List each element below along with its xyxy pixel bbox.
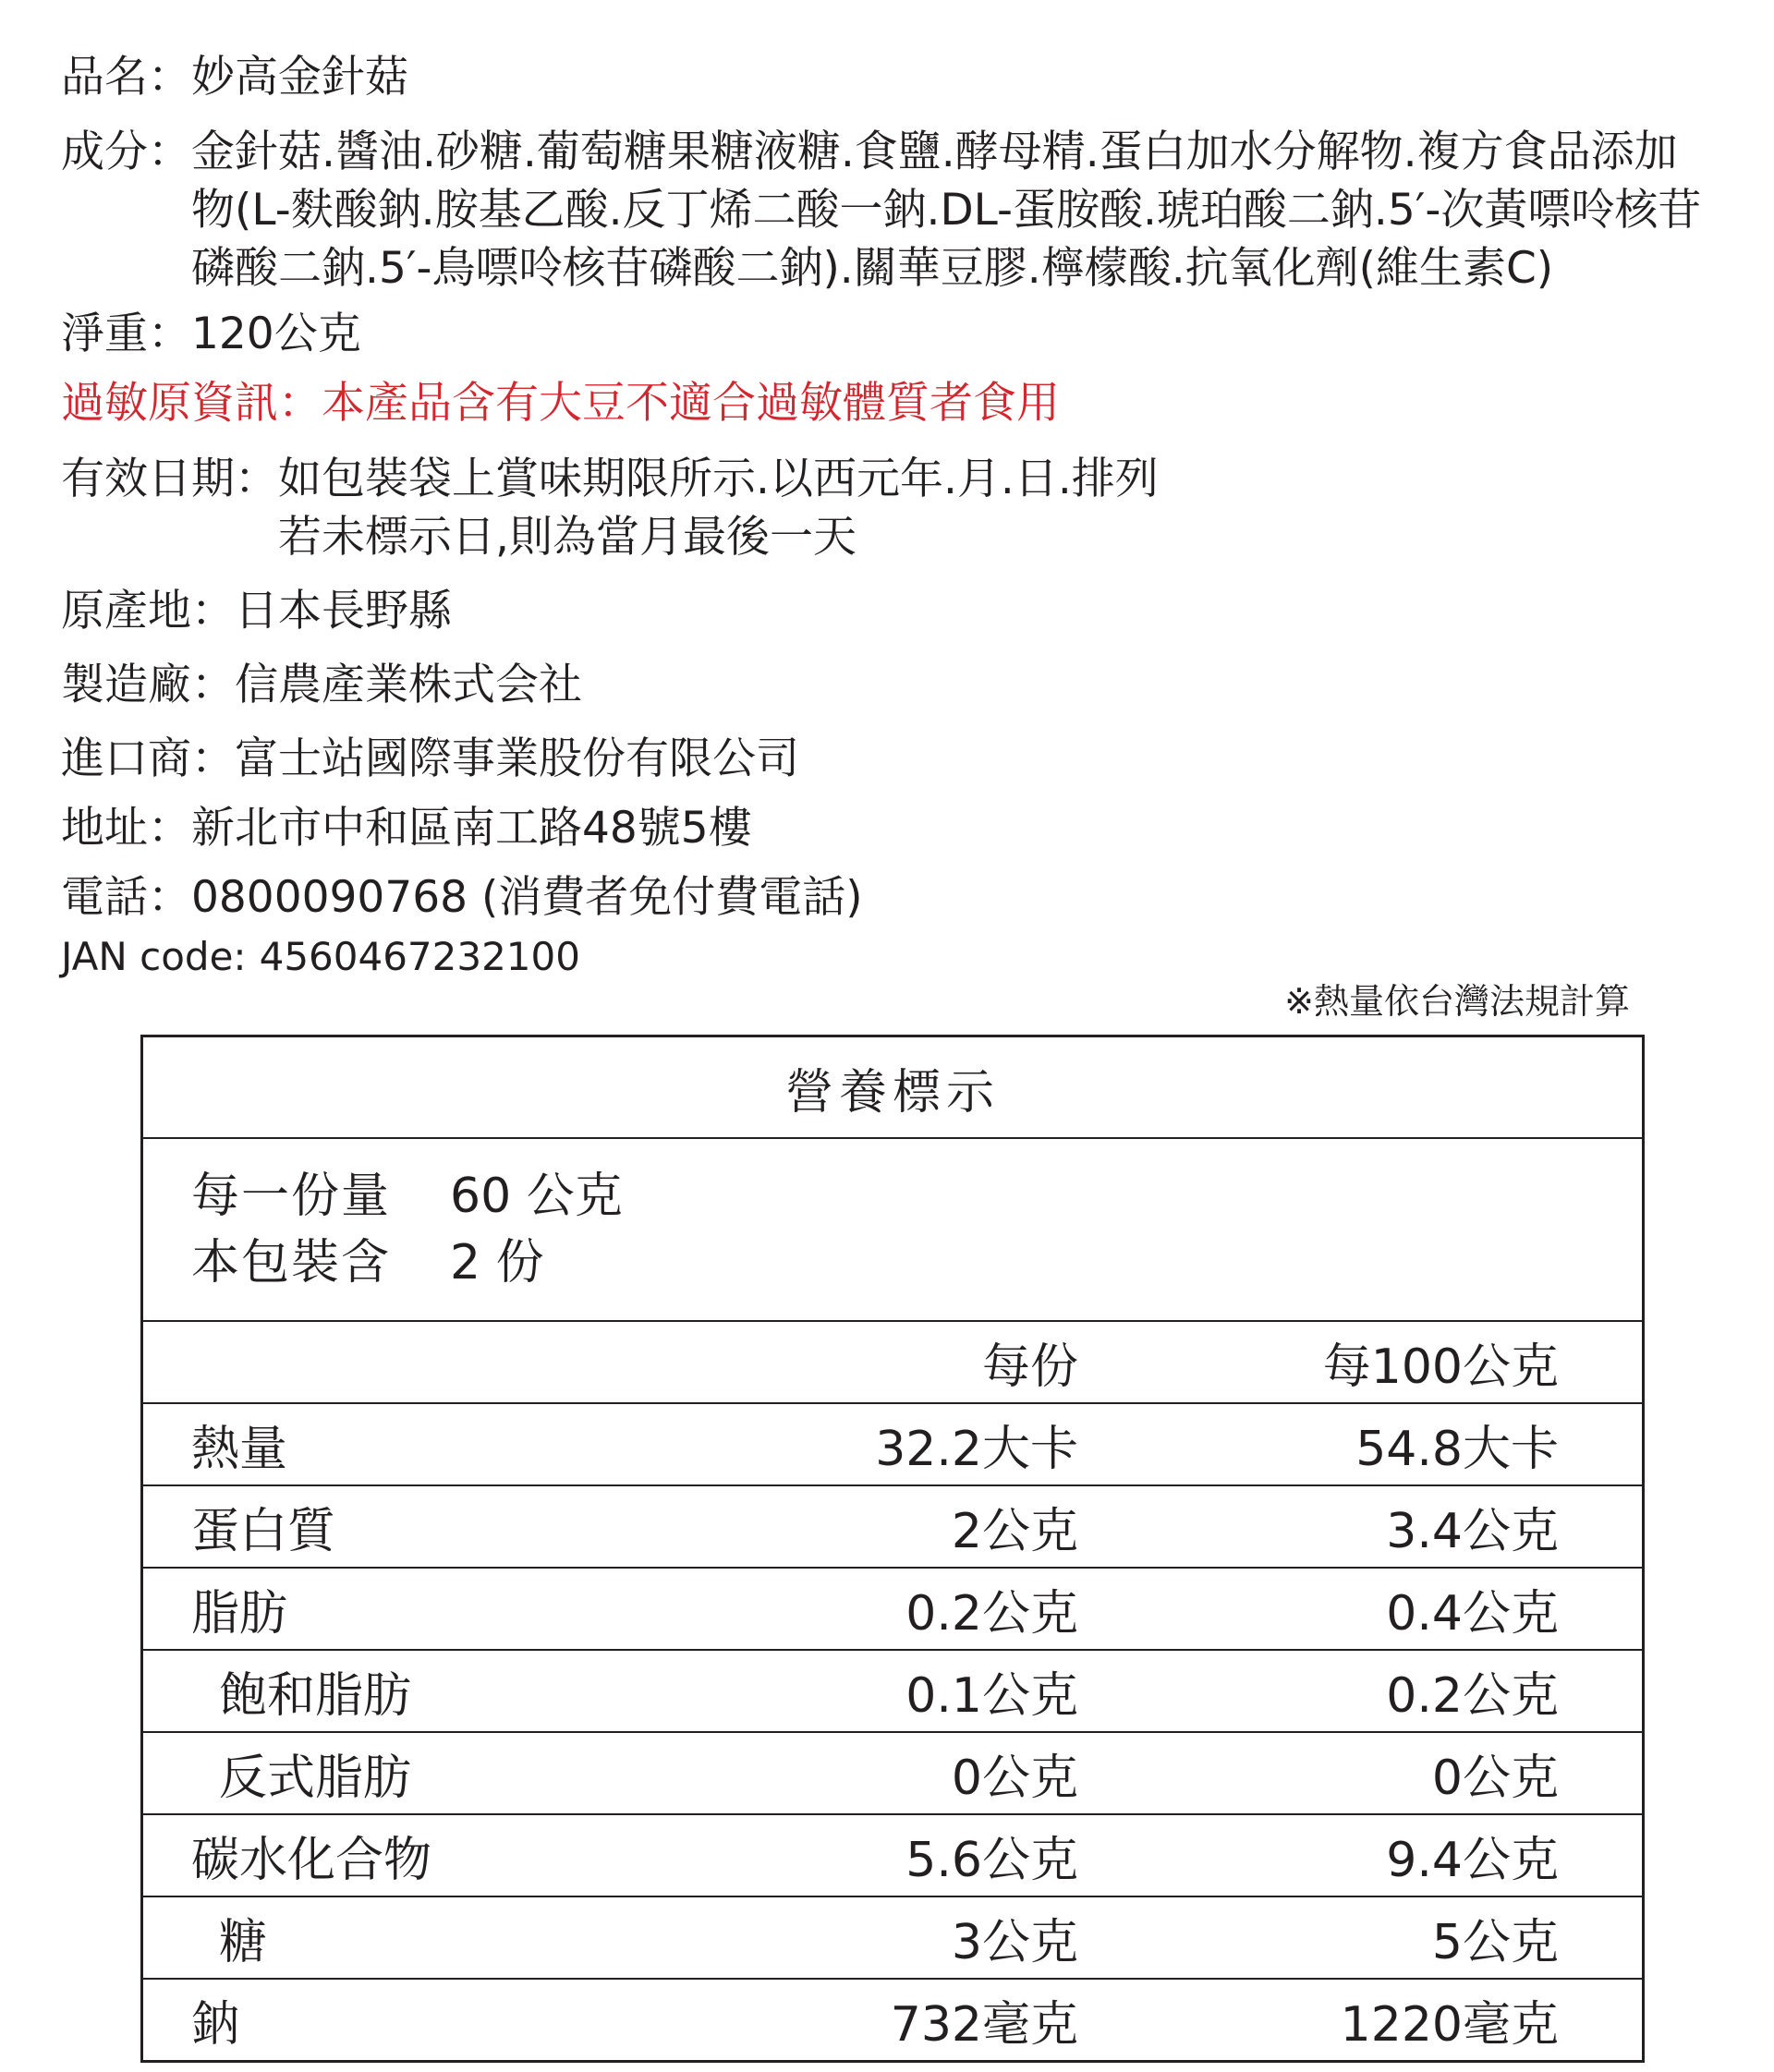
address-row bbox=[61, 799, 752, 857]
nutrient-name: 反式脂肪 bbox=[142, 1732, 580, 1814]
weight-row bbox=[61, 305, 361, 363]
table-row bbox=[142, 1568, 1644, 1650]
per-100g-value: 5公克 bbox=[1078, 1896, 1644, 1979]
pack-label: 本包裝含 bbox=[191, 1235, 392, 1290]
per-serving-value: 3公克 bbox=[579, 1896, 1078, 1979]
per-100g-value: 3.4公克 bbox=[1078, 1485, 1644, 1568]
net-weight: 120公克 bbox=[191, 309, 361, 359]
per-serving-value: 5.6公克 bbox=[579, 1814, 1078, 1896]
ingredients-text: 金針菇.醬油.砂糖.葡萄糖果糖液糖.食鹽.酵母精.蛋白加水分解物.複方食品添加物(L-麩酸鈉.胺基乙酸.反丁烯二酸一鈉.DL-蛋胺酸.琥珀酸二鈉.5′-次黃嘌呤核苷磷酸二鈉.5′-鳥嘌呤核苷磷酸二鈉).關華豆膠.檸檬酸.抗氧化劑(維生素C) bbox=[191, 127, 1702, 294]
maker-label: 製造廠： bbox=[61, 660, 235, 710]
servings-per-pack bbox=[191, 1230, 1642, 1296]
table-row bbox=[142, 1814, 1644, 1896]
serving-value: 60 公克 bbox=[450, 1169, 623, 1224]
per-100g-value: 0.4公克 bbox=[1078, 1568, 1644, 1650]
nutrient-name: 熱量 bbox=[142, 1403, 580, 1485]
table-row bbox=[142, 1896, 1644, 1979]
per-100g-value: 1220毫克 bbox=[1078, 1979, 1644, 2062]
per-serving-value: 0.1公克 bbox=[579, 1650, 1078, 1732]
per-100g-value: 9.4公克 bbox=[1078, 1814, 1644, 1896]
table-row bbox=[142, 1732, 1644, 1814]
phone-row bbox=[61, 868, 863, 927]
allergen-label: 過敏原資訊： bbox=[61, 378, 322, 429]
product-name: 妙高金針菇 bbox=[191, 52, 408, 103]
allergen-row bbox=[61, 374, 1060, 432]
expiry-text bbox=[278, 450, 1159, 566]
expiry-line-1: 如包裝袋上賞味期限所示.以西元年.月.日.排列 bbox=[278, 454, 1159, 504]
per-serving-value: 32.2大卡 bbox=[579, 1403, 1078, 1485]
table-row bbox=[142, 1650, 1644, 1732]
ingredients-label: 成分： bbox=[61, 127, 191, 177]
nutrient-name: 碳水化合物 bbox=[142, 1814, 580, 1896]
expiry-row bbox=[61, 450, 1159, 566]
serving-info bbox=[142, 1138, 1644, 1321]
per-serving-value: 732毫克 bbox=[579, 1979, 1078, 2062]
maker-row bbox=[61, 656, 582, 714]
header-blank bbox=[142, 1321, 580, 1403]
header-per-100g: 每100公克 bbox=[1078, 1321, 1644, 1403]
calorie-note: ※熱量依台灣法規計算 bbox=[1284, 981, 1630, 1022]
nutrition-header-row bbox=[142, 1321, 1644, 1403]
jan-label: JAN code: bbox=[61, 934, 247, 979]
expiry-line-2: 若未標示日,則為當月最後一天 bbox=[278, 512, 857, 563]
name-label: 品名： bbox=[61, 52, 191, 103]
serving-label: 每一份量 bbox=[191, 1169, 392, 1224]
address-label: 地址： bbox=[61, 803, 191, 854]
nutrition-table bbox=[140, 1035, 1645, 2063]
per-serving-value: 2公克 bbox=[579, 1485, 1078, 1568]
nutrition-title: 營養標示 bbox=[142, 1036, 1644, 1139]
jan-row bbox=[61, 933, 580, 981]
per-100g-value: 54.8大卡 bbox=[1078, 1403, 1644, 1485]
header-per-serving: 每份 bbox=[579, 1321, 1078, 1403]
importer-label: 進口商： bbox=[61, 733, 235, 784]
importer-row bbox=[61, 730, 799, 788]
allergen-text: 本產品含有大豆不適合過敏體質者食用 bbox=[322, 378, 1060, 429]
per-serving-value: 0.2公克 bbox=[579, 1568, 1078, 1650]
weight-label: 淨重： bbox=[61, 309, 191, 359]
pack-value: 2 份 bbox=[450, 1235, 544, 1290]
nutrient-name: 鈉 bbox=[142, 1979, 580, 2062]
table-row bbox=[142, 1485, 1644, 1568]
serving-size bbox=[191, 1163, 1642, 1230]
nutrient-name: 飽和脂肪 bbox=[142, 1650, 580, 1732]
phone-label: 電話： bbox=[61, 872, 191, 923]
per-serving-value: 0公克 bbox=[579, 1732, 1078, 1814]
nutrient-name: 糖 bbox=[142, 1896, 580, 1979]
per-100g-value: 0公克 bbox=[1078, 1732, 1644, 1814]
table-row bbox=[142, 1403, 1644, 1485]
origin-label: 原產地： bbox=[61, 586, 235, 636]
nutrient-name: 脂肪 bbox=[142, 1568, 580, 1650]
table-row bbox=[142, 1979, 1644, 2062]
jan-code: 4560467232100 bbox=[259, 934, 580, 979]
origin-row bbox=[61, 582, 452, 640]
nutrient-name: 蛋白質 bbox=[142, 1485, 580, 1568]
maker-text: 信農產業株式会社 bbox=[235, 660, 582, 710]
origin-text: 日本長野縣 bbox=[235, 586, 452, 636]
expiry-label: 有效日期： bbox=[61, 454, 278, 504]
address-text: 新北市中和區南工路48號5樓 bbox=[191, 803, 752, 854]
importer-text: 富士站國際事業股份有限公司 bbox=[235, 733, 799, 784]
ingredients-row bbox=[61, 123, 1707, 297]
per-100g-value: 0.2公克 bbox=[1078, 1650, 1644, 1732]
name-row bbox=[61, 48, 408, 106]
phone-text: 0800090768 (消費者免付費電話) bbox=[191, 872, 863, 923]
